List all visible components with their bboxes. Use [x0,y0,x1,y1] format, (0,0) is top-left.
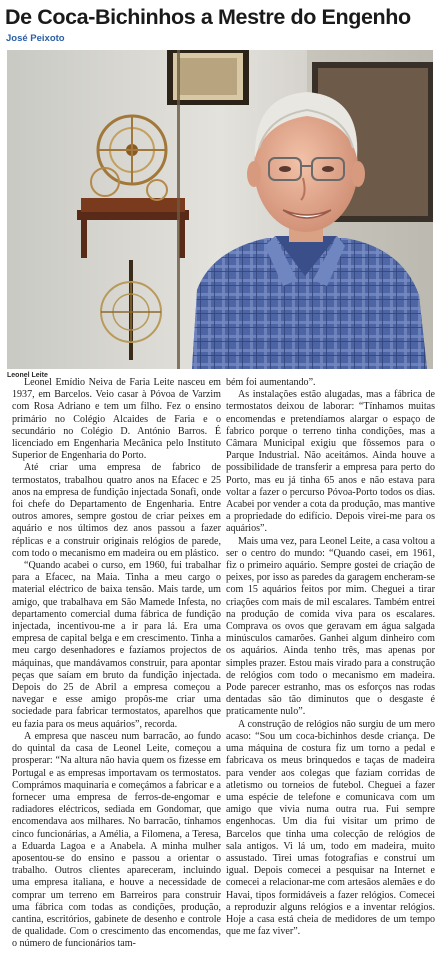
article-photo [7,50,433,369]
paragraph: Leonel Emídio Neiva de Faria Leite nasceu em 1937, em Barcelos. Veio casar à Póvoa de Varzim com Rosa Adriano e tem um filho. Fez o ensino primário no Colégio Alcaides de Faria e o secundário no Colégio D. António Barros. É licenciado em Engenharia Mecânica pelo Instituto Superior de Engenharia do Porto. [12,377,221,462]
photo-illustration [7,50,433,369]
paragraph: “Quando acabei o curso, em 1960, fui trabalhar para a Efacec, na Maia. Tinha a meu cargo o material eléctrico de baixa tensão. Mais tarde, um amigo, que trabalhava em São Mamede Infesta, no departamento comercial duma fábrica de fundição injectada, incentivou-me a ir para lá. Era uma empresa de capital belga e em crescimento. Tinha a meu cargo desenhadores e fazíamos projectos de máquinas, que mandávamos construir, para apontar peças que saíam em bruto da fundição injectada. Depois do 25 de Abril a empresa começou a navegar e esse amigo propôs-me criar uma sociedade para fabricar termostatos, aparelhos que eu fazia para os meus aquários”, recorda. [12,560,221,730]
paragraph: A empresa que nasceu num barracão, ao fundo do quintal da casa de Leonel Leite, começou a prosperar: “Na altura não havia quem os fizesse em Portugal e as empresas importavam os termostatos. Comprámos maquinaria e começámos a fabricar e a fornecer uma empresa de ferros-de-engomar e radiadores eléctricos, sediada em Gondomar, que encomendava aos milhares. No barracão, tínhamos cinco funcionárias, a Amélia, a Filomena, a Teresa, a Eduarda Lagoa e a Anabela. A minha mulher aposentou-se do ensino e passou a orientar o trabalho. Outros clientes apareceram, incluindo uma empresa italiana, e houve a necessidade de comprar um terreno em Barreiros para construir uma fábrica com todas as condições, produção, cantina, escritórios, gabinete de desenho e controle de qualidade. Com o crescimento das encomendas, o número de funcionários tam- [12,730,221,950]
article-headline: De Coca-Bichinhos a Mestre do Engenho [5,5,411,29]
photo-credit: Leonel Leite [7,372,48,379]
article-byline: José Peixoto [6,33,65,44]
paragraph: Até criar uma empresa de fabrico de termostatos, trabalhou quatro anos na Efacec e 25 anos na empresa de fundição injectada Sonafi, onde foi chefe do Departamento de Engenharia. Entre outros amores, sempre gostou de criar peixes em aquário e nos últimos dez anos passou a fazer réplicas e a construir originais relógios de parede, com todo o mecanismo em madeira ou em plástico. [12,462,221,559]
paragraph: A construção de relógios não surgiu de um mero acaso: “Sou um coca-bichinhos desde criança. De uma máquina de costura fiz um torno a pedal e fabricava os meus brinquedos e taças de madeira para vender aos colegas que faziam corridas de atletismo ou torneios de futebol. Cheguei a fazer uma espécie de telefone e comunicava com um amigo que vivia numa outra rua. Fui sempre engenhocas. Um dia fui visitar um primo de Barcelos que tinha uma colecção de relógios de sala antigos. Vi lá um, todo em madeira, muito assustado. Tirei umas fotografias e construí um igual. Depois comecei a pesquisar na Internet e comecei a relacionar-me com artesãos alemães e do Havai, tipos formidáveis a fazer relógios. Comecei a reproduzir alguns relógios e a inventar relógios. Hoje a casa está cheia de medidores de um tempo que me faz viver”. [226,718,435,938]
article-column-right [226,377,435,938]
paragraph: As instalações estão alugadas, mas a fábrica de termostatos deixou de laborar: “Tínhamos muitas encomendas e pretendíamos alargar o espaço de fabrico porque o terreno tinha condições, mas a Câmara Municipal exigiu que fôssemos para o Parque Industrial. Não aceitámos. Ainda houve a possibilidade de transferir a empresa para perto do Porto, mas eu já tinha 65 anos e não estava para voltar a fazer o percurso Póvoa-Porto todos os dias. Acabei por vender a cota da produção, mas mantive a propriedade do edifício. Depois virei-me para os aquários”. [226,389,435,535]
paragraph: bém foi aumentando”. [226,377,316,388]
article-column-left [12,377,221,951]
paragraph: Mais uma vez, para Leonel Leite, a casa voltou a ser o centro do mundo: “Quando casei, em 1961, fiz o primeiro aquário. Sempre gostei de criação de peixes, por isso as paredes da garagem encheram-se com 15 aquários feitos por mim. Cheguei a tirar criações com mais de mil escalares. Também entrei na produção de comida viva para os escalares. Comprava os ovos que geravam em água salgada minúsculos camarões. Ganhei algum dinheiro com os aquários. Ainda tenho três, mas apenas por simples prazer. Estou mais virado para a construção de relógios com todo o mecanismo em madeira. Pode parecer estranho, mas os esforços nas rodas dentadas são tão diminutos que o desgaste é praticamente nulo”. [226,535,435,718]
